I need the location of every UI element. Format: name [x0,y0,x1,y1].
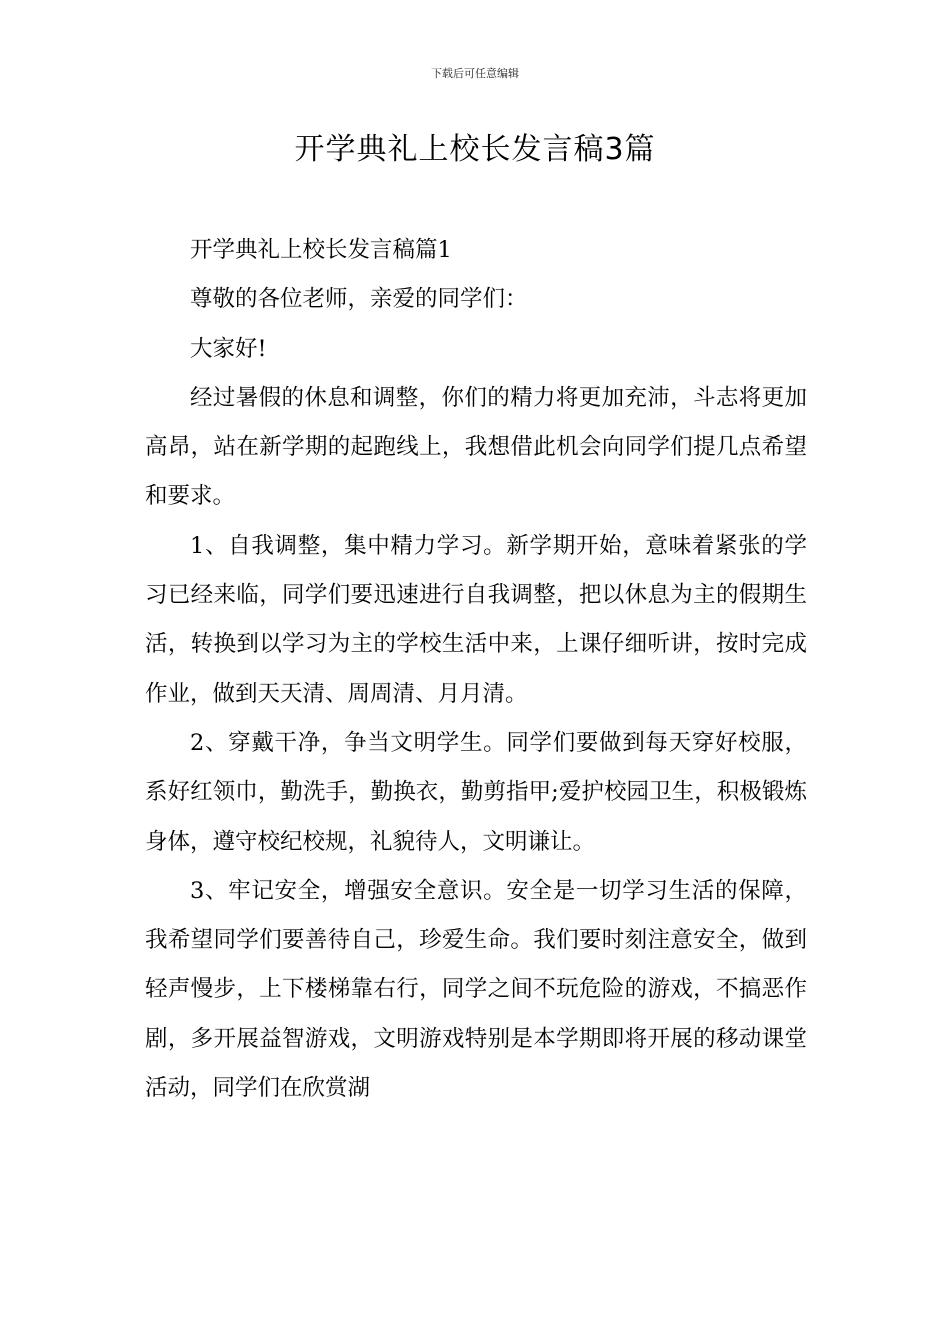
body-paragraph: 2、穿戴干净，争当文明学生。同学们要做到每天穿好校服，系好红领巾，勤洗手，勤换衣，勤剪指甲;爱护校园卫生，积极锻炼身体，遵守校纪校规，礼貌待人，文明谦让。 [145,729,807,855]
document-body [145,226,807,1113]
section-heading: 开学典礼上校长发言稿篇1 [190,237,452,263]
body-paragraph: 3、牢记安全，增强安全意识。安全是一切学习生活的保障，我希望同学们要善待自己，珍爱生命。我们要时刻注意安全，做到轻声慢步，上下楼梯靠右行，同学之间不玩危险的游戏，不搞恶作剧，多开展益智游戏，文明游戏特别是本学期即将开展的移动课堂活动，同学们在欣赏湖 [145,877,807,1102]
document-title: 开学典礼上校长发言稿3篇 [294,132,656,167]
body-paragraph: 1、自我调整，集中精力学习。新学期开始，意味着紧张的学习已经来临，同学们要迅速进行自我调整，把以休息为主的假期生活，转换到以学习为主的学校生活中来，上课仔细听讲，按时完成作业，做到天天清、周周清、月月清。 [145,532,807,707]
greeting: 大家好! [190,335,267,362]
body-paragraph: 经过暑假的休息和调整，你们的精力将更加充沛，斗志将更加高昂，站在新学期的起跑线上，我想借此机会向同学们提几点希望和要求。 [145,384,807,510]
salutation: 尊敬的各位老师，亲爱的同学们： [190,286,528,313]
header-note: 下载后可任意编辑 [431,67,519,80]
